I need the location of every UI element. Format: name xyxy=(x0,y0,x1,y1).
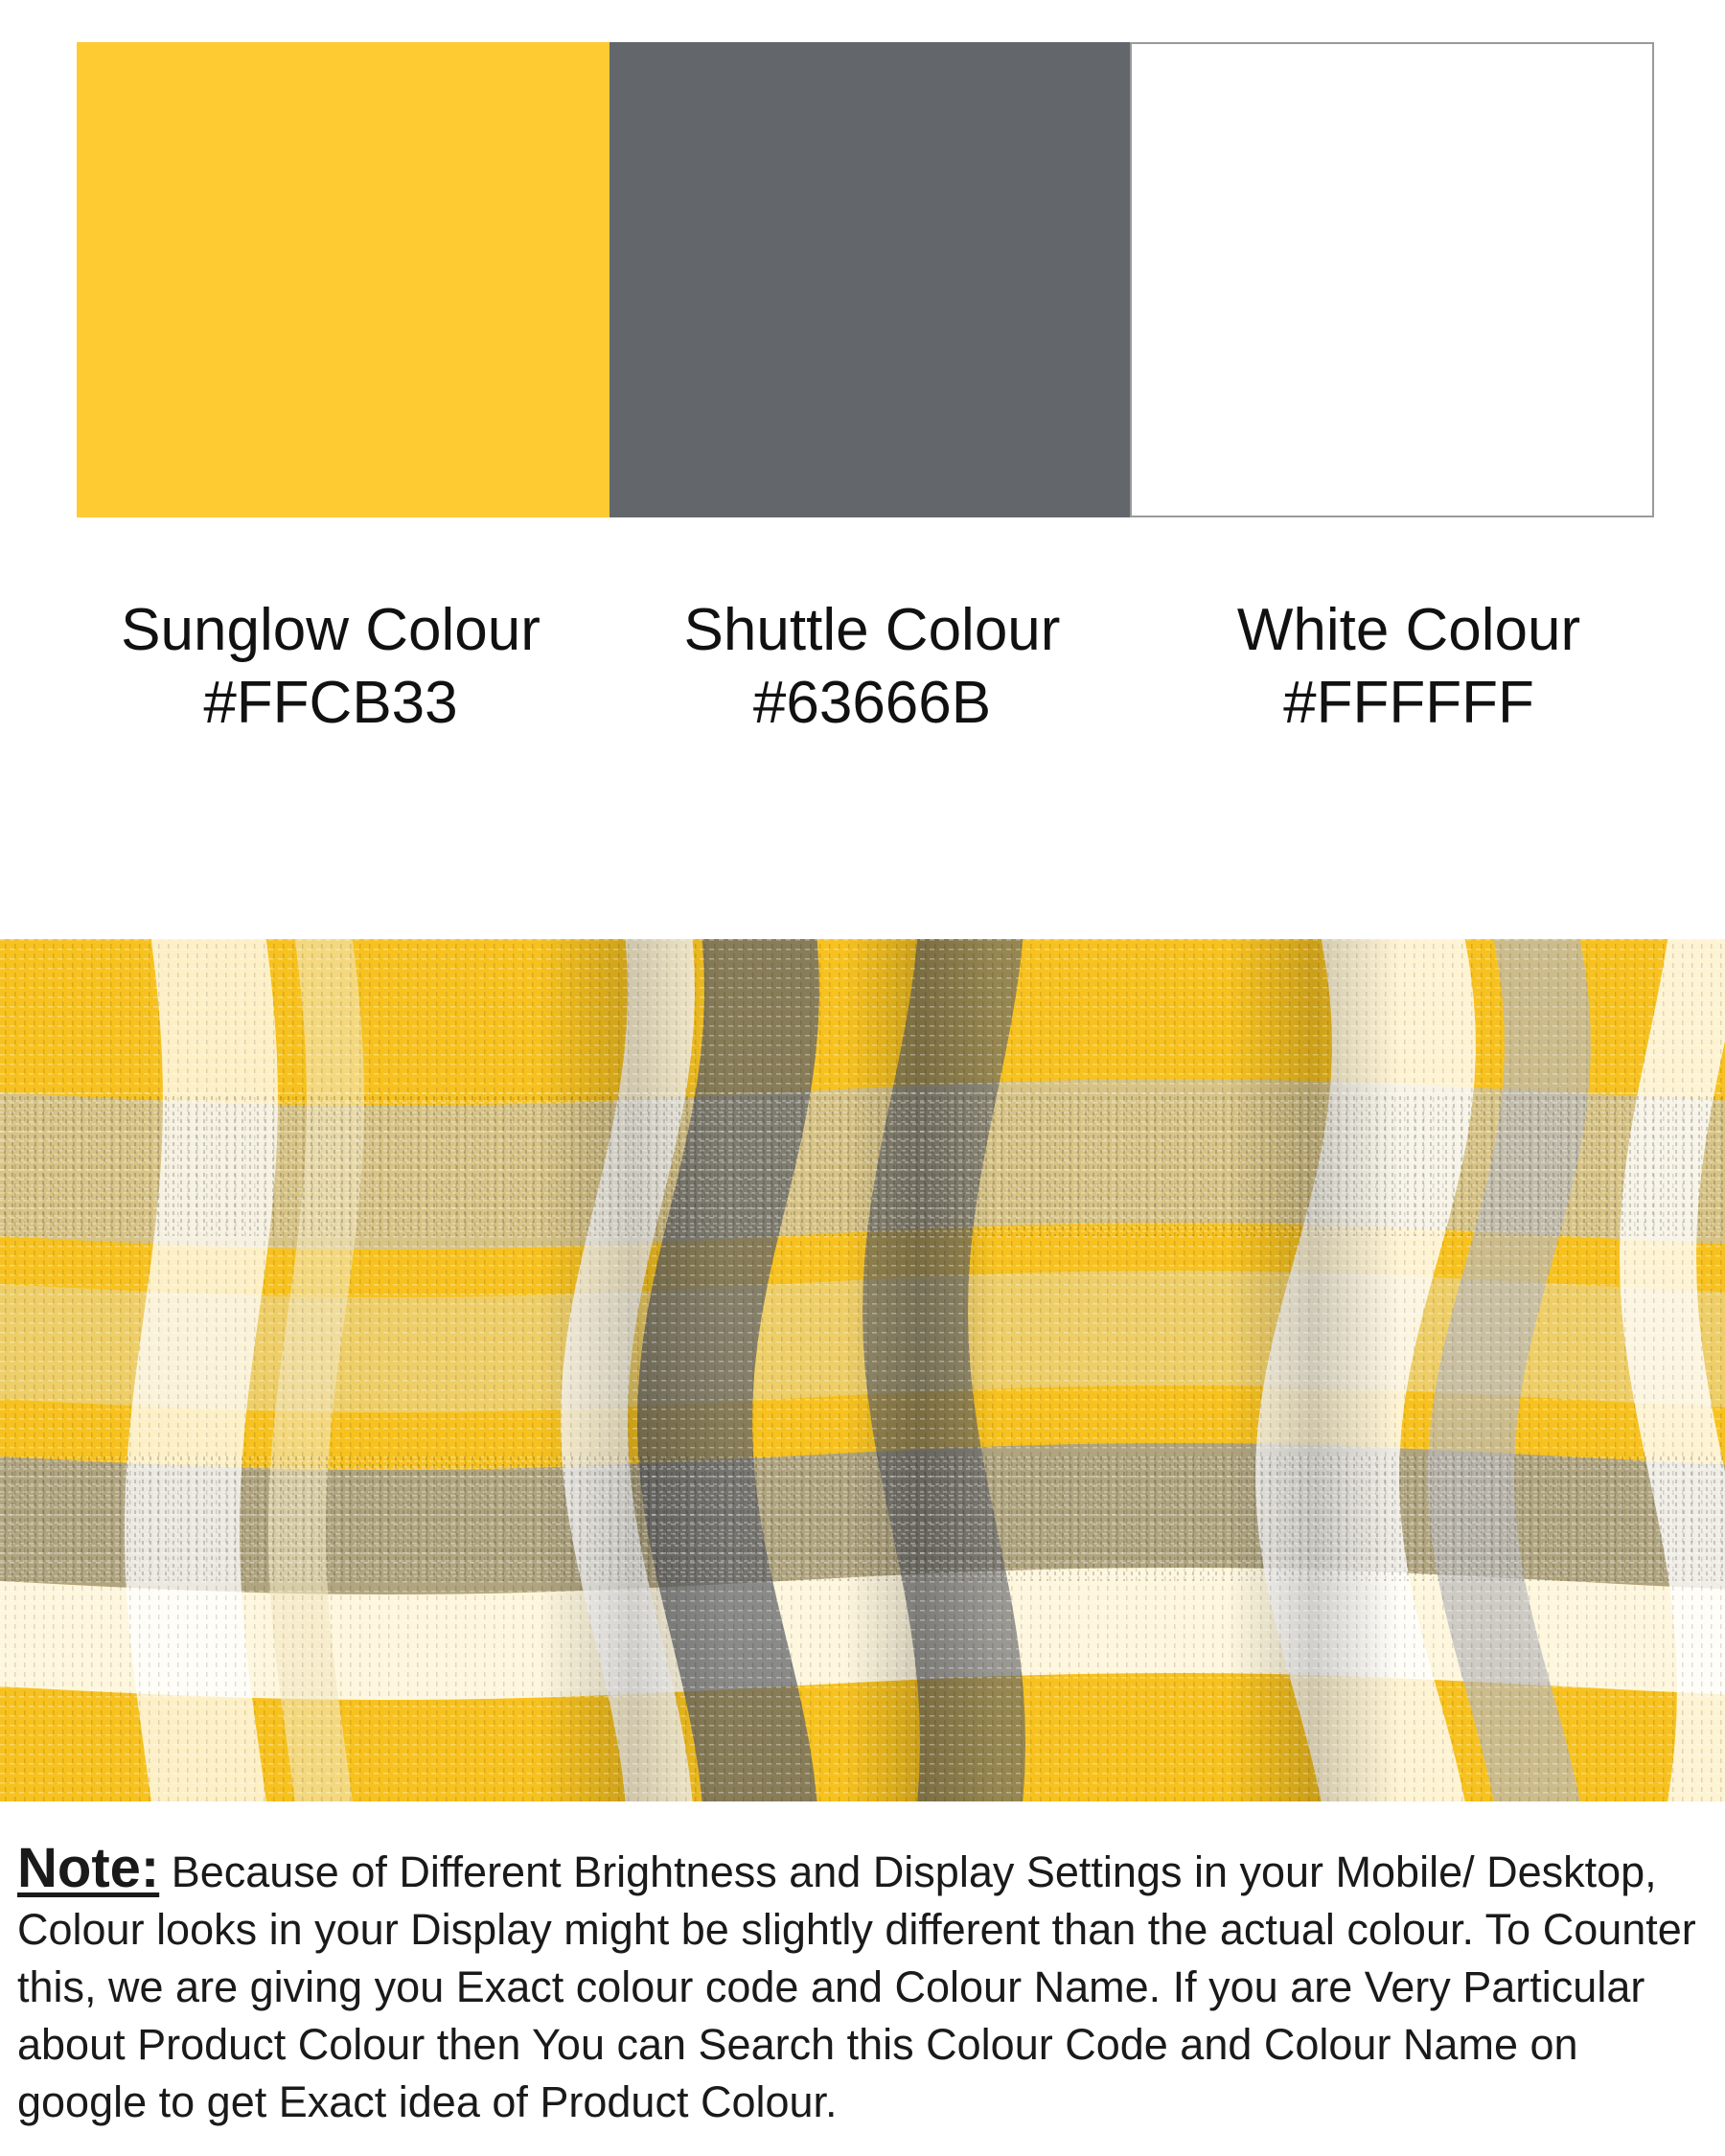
weave-texture xyxy=(0,939,1725,1801)
white-swatch xyxy=(1130,42,1654,517)
colour-labels xyxy=(58,594,1677,740)
colour-swatch-row xyxy=(77,42,1654,517)
weave-texture xyxy=(0,1456,1725,1581)
colour-name: Sunglow Colour xyxy=(121,597,540,663)
sunglow-swatch xyxy=(77,42,610,517)
colour-name: Shuttle Colour xyxy=(683,597,1061,663)
fabric-closeup-image xyxy=(0,939,1725,1801)
weave-texture xyxy=(0,1092,1725,1236)
colour-hex-code: #FFFFFF xyxy=(1283,670,1534,736)
note-label: Note: xyxy=(17,1837,160,1899)
fabric-check-pattern xyxy=(0,939,1725,1801)
shuttle-swatch xyxy=(610,42,1130,517)
white-label xyxy=(1140,594,1677,740)
colour-hex-code: #63666B xyxy=(752,670,992,736)
note-text: Because of Different Brightness and Display Settings in your Mobile/ Desktop, Colour looks in your Display might be slightly different than the actual colour. To Counter this, we are giving you Exact colour code and Colour Name. If you are Very Particular about Product Colour then You can Search this Colour Code and Colour Name on google to get Exact idea of Product Colour. xyxy=(17,1847,1696,2126)
sunglow-label xyxy=(58,594,604,740)
colour-name: White Colour xyxy=(1236,597,1581,663)
colour-disclaimer-note xyxy=(17,1837,1714,2131)
shuttle-label xyxy=(604,594,1140,740)
colour-hex-code: #FFCB33 xyxy=(203,670,458,736)
